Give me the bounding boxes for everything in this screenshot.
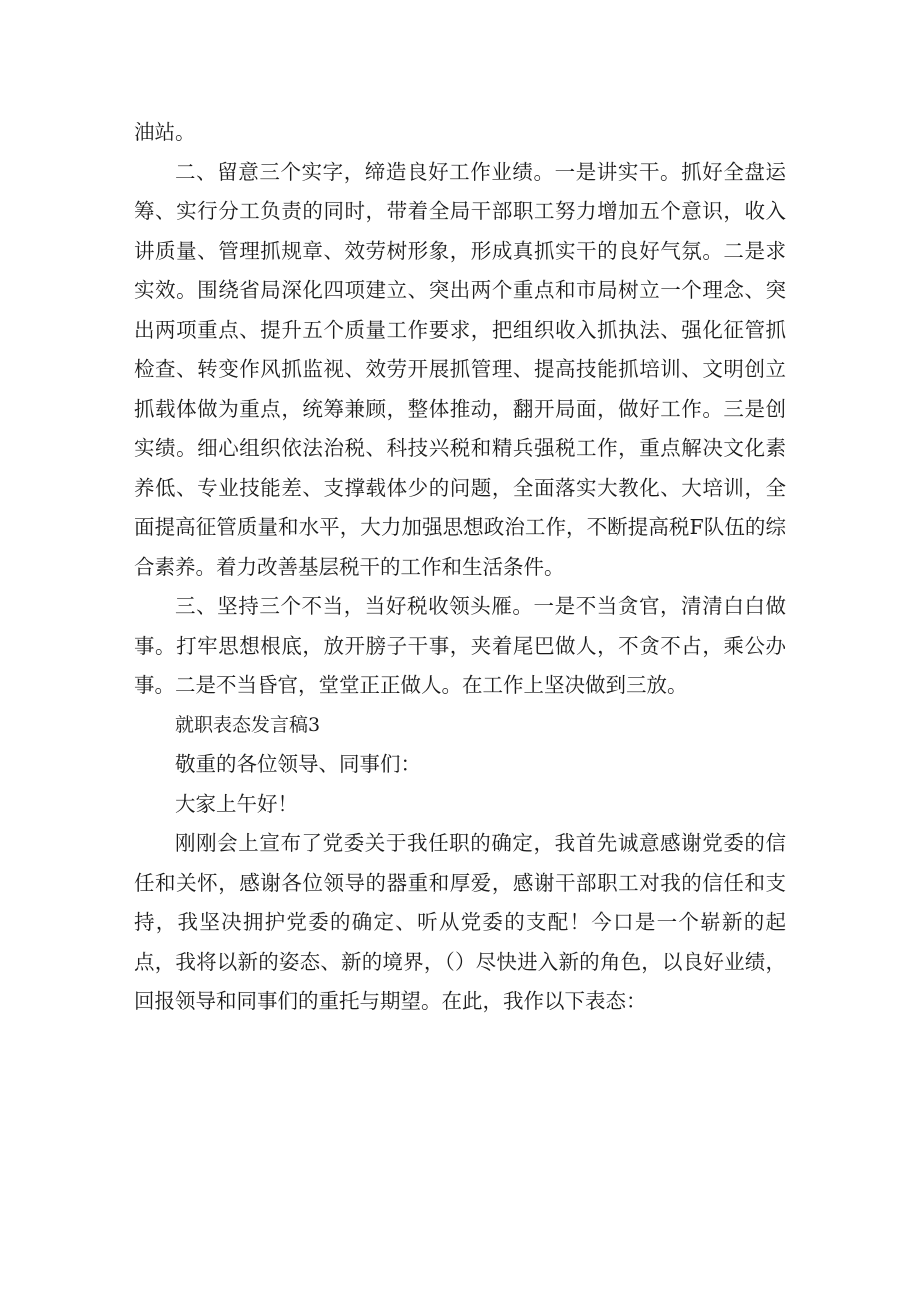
greeting: 大家上午好！ [175, 791, 298, 816]
document-body [134, 113, 786, 1022]
speech-title: 就职表态发言稿3 [175, 713, 321, 736]
salutation: 敬重的各位领导、同事们： [175, 752, 421, 776]
paragraph-opening: 刚刚会上宣布了党委关于我任职的确定，我首先诚意感谢党委的信任和关怀，感谢各位领导的器重和厚爱，感谢干部职工对我的信任和支持，我坚决拥护党委的确定、听从党委的支配！今口是一个崭新的起点，我将以新的姿态、新的境界，（）尽快进入新的角色，以良好业绩，回报领导和同事们的重托与期望。在此，我作以下表态： [134, 831, 786, 1013]
paragraph-section-three: 三、坚持三个不当，当好税收领头雁。一是不当贪官，清清白白做事。打牢思想根底，放开膀子干事，夹着尾巴做人，不贪不占，乘公办事。二是不当昏官，堂堂正正做人。在工作上坚决做到三放。 [134, 594, 786, 697]
paragraph-continuation: 油站。 [134, 120, 196, 144]
paragraph-section-two: 二、留意三个实字，缔造良好工作业绩。一是讲实干。抓好全盘运筹、实行分工负责的同时，带着全局干部职工努力增加五个意识，收入讲质量、管理抓规章、效劳树形象，形成真抓实干的良好气氛。二是求实效。围绕省局深化四项建立、突出两个重点和市局树立一个理念、突出两项重点、提升五个质量工作要求，把组织收入抓执法、强化征管抓检查、转变作风抓监视、效劳开展抓管理、提高技能抓培训、文明创立抓载体做为重点，统筹兼顾，整体推动，翻开局面，做好工作。三是创实绩。细心组织依法治税、科技兴税和精兵强税工作，重点解决文化素养低、专业技能差、支撑载体少的问题，全面落实大教化、大培训，全面提高征管质量和水平，大力加强思想政治工作，不断提高税F队伍的综合素养。着力改善基层税干的工作和生活条件。 [134, 159, 786, 579]
